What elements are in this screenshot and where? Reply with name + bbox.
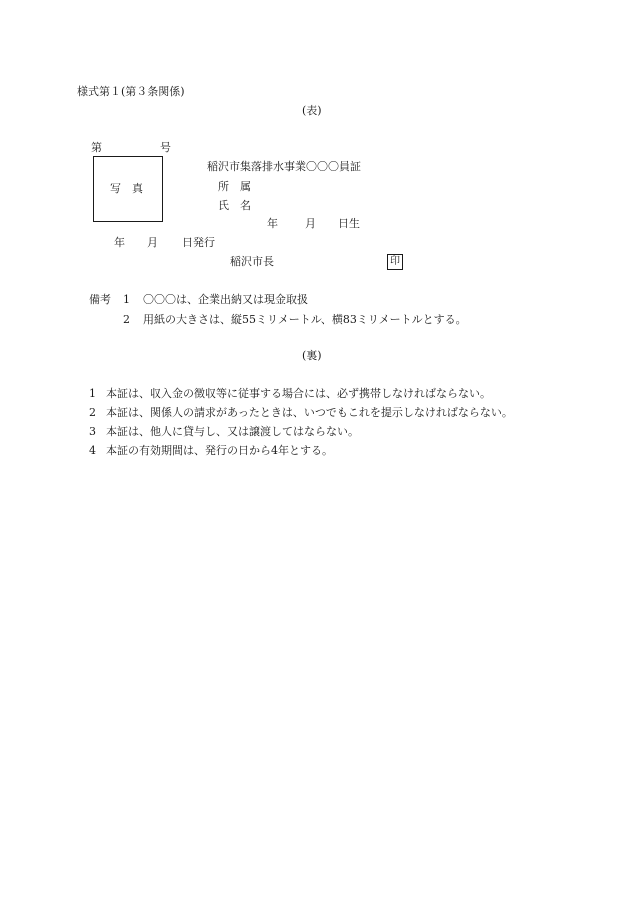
birth-day-label: 日生 — [338, 217, 360, 230]
back-item-number: 2 — [89, 406, 96, 419]
birth-year-label: 年 — [267, 217, 278, 230]
back-item-text: 本証は、関係人の請求があったときは、いつでもこれを提示しなければならない。 — [106, 406, 513, 419]
back-item-text: 本証は、収入金の徴収等に従事する場合には、必ず携帯しなければならない。 — [106, 387, 491, 400]
birth-month-label: 月 — [305, 217, 316, 230]
card-title: 稲沢市集落排水事業〇〇〇員証 — [207, 160, 361, 173]
back-item-number: 4 — [89, 444, 96, 457]
name-label: 氏 名 — [218, 199, 251, 212]
seal-mark: 印 — [387, 254, 403, 270]
front-heading: (表) — [302, 104, 322, 117]
issue-month-label: 月 — [147, 236, 158, 249]
back-item-number: 1 — [89, 387, 96, 400]
issue-day-label: 日発行 — [182, 236, 215, 249]
remark-text: 用紙の大きさは、縦55ミリメートル、横83ミリメートルとする。 — [143, 313, 467, 326]
remark-number: 2 — [123, 313, 130, 326]
back-item-text: 本証の有効期間は、発行の日から4年とする。 — [106, 444, 333, 457]
back-item-number: 3 — [89, 425, 96, 438]
number-prefix: 第 — [91, 141, 102, 154]
remarks-label: 備考 — [89, 293, 111, 306]
back-item-text: 本証は、他人に貸与し、又は譲渡してはならない。 — [106, 425, 359, 438]
remark-number: 1 — [123, 293, 130, 306]
photo-label: 写 真 — [110, 182, 143, 195]
back-heading: (裏) — [302, 349, 322, 362]
number-suffix: 号 — [160, 141, 171, 154]
affiliation-label: 所 属 — [218, 180, 251, 193]
issue-year-label: 年 — [114, 236, 125, 249]
issuer: 稲沢市長 — [230, 255, 274, 268]
form-title: 様式第１(第３条関係) — [77, 85, 185, 98]
remark-text: 〇〇〇は、企業出納又は現金取扱 — [143, 293, 308, 306]
